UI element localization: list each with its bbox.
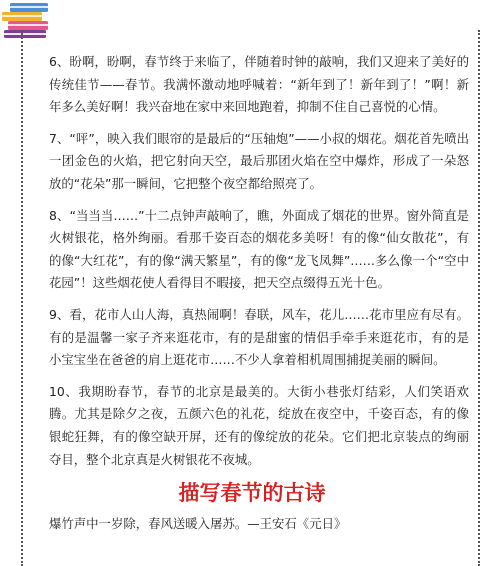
books-icon [0,0,56,40]
poem-line: 爆竹声中一岁除，春风送暖入屠苏。—王安石《元日》 [49,516,347,532]
left-dotted-border [21,30,23,566]
paragraph-7: 7、“呯”，映入我们眼帘的是最后的“压轴炮”——小叔的烟花。烟花首先喷出一团金色的火焰，把它射向天空，最后那团火焰在空中爆炸，形成了一朵怒放的“花朵”那一瞬间，它把整个夜空都给照亮了。 [49,130,469,191]
paragraph-9: 9、看，花市人山人海，真热闹啊！春联，风车，花儿……花市里应有尽有。有的是温馨一家子齐来逛花市，有的是甜蜜的情侣手牵手来逛花市，有的是小宝宝坐在爸爸的肩上逛花市……不少人拿着相机周围捕捉美丽的瞬间。 [49,306,469,368]
right-dotted-border [478,30,480,566]
paragraph-6: 6、盼啊，盼啊，春节终于来临了，伴随着时钟的敲响，我们又迎来了美好的传统佳节——春节。我满怀激动地呼喊着：“新年到了！新年到了！”啊！新年多么美好啊！我兴奋地在家中来回地跑着，抑制不住自己喜悦的心情。 [49,54,469,115]
paragraph-10: 10、我期盼春节，春节的北京是最美的。大街小巷张灯结彩，人们笑语欢腾。尤其是除夕之夜，五颜六色的礼花，绽放在夜空中，千姿百态，有的像银蛇狂舞，有的像空缺开屏，还有的像绽放的花朵。它们把北京装点的绚丽夺目，整个北京真是火树银花不夜城。 [49,383,469,467]
article-body [49,51,469,536]
section-heading: 描写春节的古诗 [178,481,326,506]
paragraph-8: 8、“当当当……”十二点钟声敲响了，瞧，外面成了烟花的世界。窗外简直是火树银花，格外绚丽。看那千姿百态的烟花多美呀！有的像“仙女散花”，有的像“大红花”，有的像“满天繁星”，有的像“龙飞凤舞”……多么像一个“空中花园”！这些烟花使人看得目不暇接，把天空点缀得五光十色。 [49,207,469,291]
